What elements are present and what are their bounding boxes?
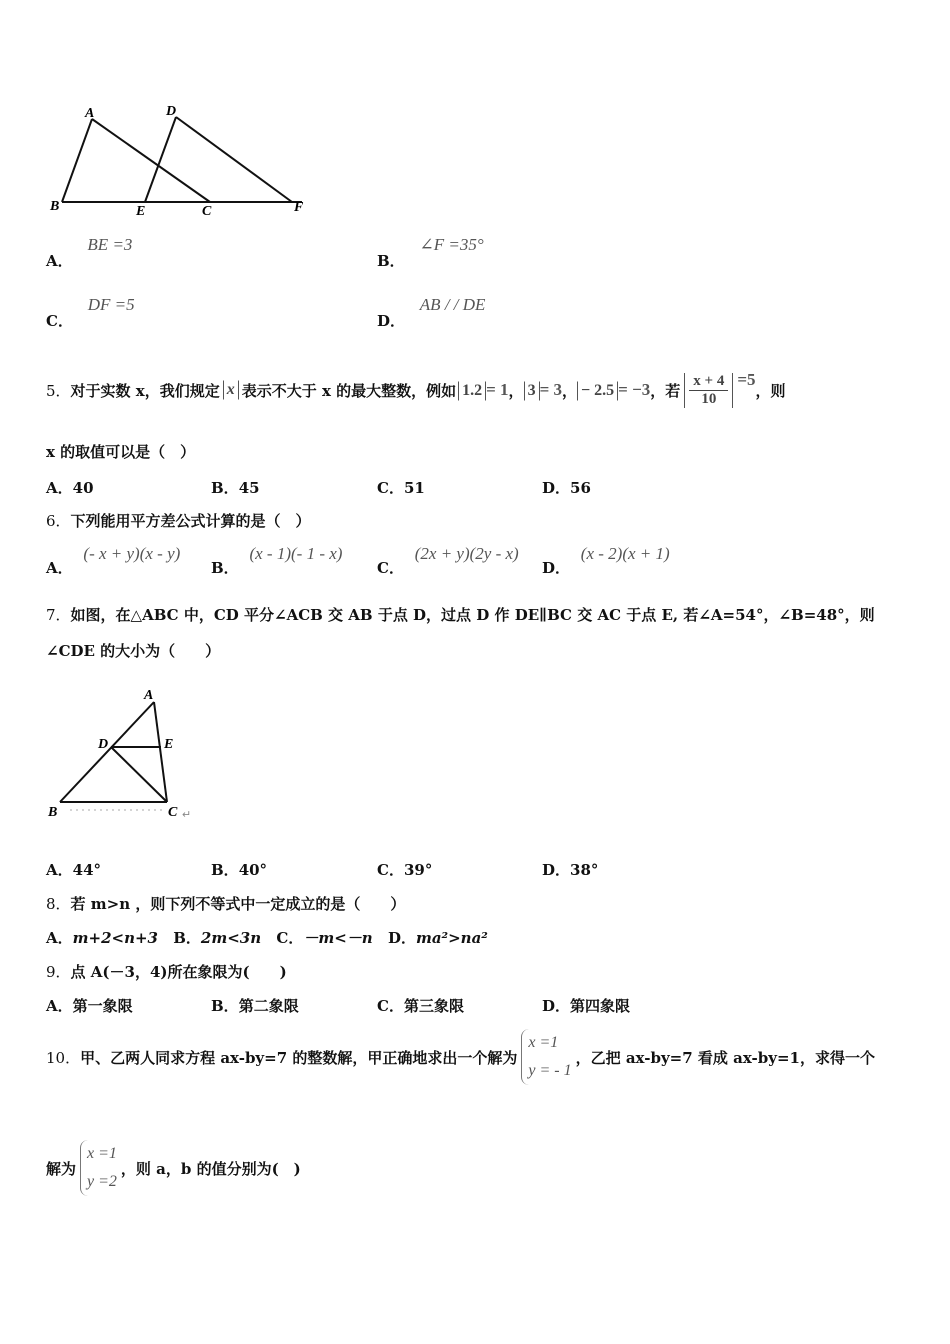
option-letter: B． [211, 861, 239, 879]
label-B: B [50, 199, 60, 214]
q5-text-3: ，若 [650, 381, 681, 400]
option-text: －m<－n [303, 929, 373, 947]
q8-option-a[interactable] [46, 929, 158, 947]
q10-stem [46, 1027, 875, 1087]
option-text: 51 [403, 479, 425, 497]
q8-text: 若 m>n ，则下列不等式中一定成立的是（ ） [70, 895, 406, 913]
q5-option-c[interactable] [377, 477, 425, 498]
q10-text-1: 甲、乙两人同求方程 ax-by=7 的整数解，甲正确地求出一个解为 [80, 1048, 518, 1067]
option-text: 39° [403, 861, 433, 879]
option-letter: D． [542, 997, 571, 1015]
option-text: 56 [570, 479, 591, 497]
question-number: 10． [46, 1048, 81, 1067]
option-letter: C． [276, 929, 304, 947]
option-expr: (2x + y)(2y - x) [414, 544, 519, 563]
option-letter: A． [46, 479, 73, 497]
q6-option-b[interactable] [211, 543, 343, 577]
equation-system-2 [80, 1140, 117, 1196]
fraction-numerator: x + 4 [689, 373, 728, 391]
example-2-result: = 3 [539, 379, 562, 399]
option-letter: C． [377, 559, 404, 577]
figure-triangle-abc [40, 680, 210, 830]
question-number: 8． [46, 895, 71, 913]
q9-option-d[interactable] [542, 995, 630, 1016]
q4-option-a[interactable] [46, 234, 133, 270]
example-2-bracket: 3 [524, 381, 540, 401]
q5-text-2: 表示不大于 x 的最大整数，例如 [241, 381, 457, 400]
option-expr: ∠F =35° [419, 235, 484, 254]
q5-option-b[interactable] [211, 477, 260, 498]
q7-option-b[interactable] [211, 859, 267, 880]
label-D: D [98, 737, 109, 752]
q10-text-4: ，则 a，b 的值分别为( ) [120, 1159, 301, 1178]
q7-option-c[interactable] [377, 859, 432, 880]
option-text: 44° [72, 861, 102, 879]
q7-option-d[interactable] [542, 859, 598, 880]
system-2-line-1: x =1 [87, 1145, 117, 1162]
q5-option-d[interactable] [542, 477, 591, 498]
q6-stem [46, 510, 311, 531]
option-letter: A． [46, 929, 73, 947]
option-letter: C． [377, 479, 404, 497]
option-text: 40° [238, 861, 268, 879]
question-number: 9． [46, 963, 71, 981]
q6-option-c[interactable] [377, 543, 519, 577]
option-letter: B． [211, 997, 239, 1015]
q8-stem [46, 893, 405, 914]
q7-stem [46, 604, 875, 625]
label-D: D [166, 104, 177, 119]
q6-text: 下列能用平方差公式计算的是（ ） [70, 512, 311, 530]
q8-options [46, 927, 488, 948]
option-text: 第一象限 [72, 997, 133, 1015]
option-letter: B． [211, 479, 239, 497]
example-2 [524, 380, 562, 401]
label-A: A [85, 106, 95, 121]
label-C: C [168, 805, 178, 820]
q10-text-2: ，乙把 ax-by=7 看成 ax-by=1，求得一个 [575, 1048, 875, 1067]
question-number: 5． [46, 381, 71, 400]
question-number: 6． [46, 512, 71, 530]
option-expr: BE =3 [87, 235, 133, 254]
q5-option-a[interactable] [46, 477, 94, 498]
option-letter: B． [377, 252, 405, 270]
floor-bracket-x: x [223, 380, 239, 400]
q9-option-a[interactable] [46, 995, 133, 1016]
q8-option-c[interactable] [276, 929, 372, 947]
q6-option-a[interactable] [46, 543, 181, 577]
example-1-bracket: 1.2 [458, 381, 486, 401]
option-text: m+2<n+3 [72, 929, 158, 947]
label-E: E [164, 737, 174, 752]
fraction-equals: =5 [737, 370, 756, 389]
option-letter: D． [377, 312, 406, 330]
q6-option-d[interactable] [542, 543, 670, 577]
option-letter: C． [377, 997, 404, 1015]
figure-triangles-abc-def [40, 95, 320, 225]
q4-option-b[interactable] [377, 234, 484, 270]
option-letter: A． [46, 997, 73, 1015]
option-letter: D． [387, 929, 416, 947]
q10-text-3: 解为 [46, 1159, 77, 1178]
q4-option-d[interactable] [377, 294, 486, 330]
q5-stem-2: x 的取值可以是（ ） [46, 443, 196, 461]
separator: ， [508, 381, 524, 400]
option-text: 第四象限 [570, 997, 631, 1015]
q7-option-a[interactable] [46, 859, 101, 880]
example-1-result: = 1 [486, 379, 509, 399]
option-expr: DF =5 [87, 295, 135, 314]
option-letter: A． [46, 252, 73, 270]
example-3-bracket: − 2.5 [577, 381, 618, 401]
option-text: 第二象限 [238, 997, 299, 1015]
system-2-line-2: y =2 [87, 1173, 117, 1190]
label-E: E [136, 204, 146, 219]
q5-stem [46, 360, 786, 420]
label-F: F [294, 200, 304, 215]
example-3 [577, 380, 650, 401]
label-C: C [202, 204, 212, 219]
option-letter: D． [542, 479, 571, 497]
option-expr: (- x + y)(x - y) [83, 544, 181, 563]
q9-stem [46, 961, 287, 982]
option-letter: D． [542, 861, 571, 879]
system-1-line-2: y = - 1 [528, 1062, 572, 1079]
option-expr: AB / / DE [419, 295, 486, 314]
question-number: 7． [46, 606, 71, 624]
fraction [689, 373, 728, 408]
option-letter: A． [46, 559, 73, 577]
option-letter: C． [377, 861, 404, 879]
q9-text: 点 A(－3，4)所在象限为( ) [70, 963, 287, 981]
q8-option-b[interactable] [173, 929, 261, 947]
q5-text-1: 对于实数 x，我们规定 [70, 381, 220, 400]
system-1-line-1: x =1 [528, 1034, 559, 1051]
q4-option-c[interactable] [46, 294, 135, 330]
option-letter: A． [46, 861, 73, 879]
label-B: B [48, 805, 58, 820]
q10-stem-2 [46, 1138, 301, 1198]
example-1 [458, 380, 508, 401]
q8-option-d[interactable] [388, 929, 488, 947]
separator: ， [562, 381, 578, 400]
option-letter: B． [173, 929, 201, 947]
q7-stem-2: ∠CDE 的大小为（ ） [46, 642, 221, 660]
q9-option-b[interactable] [211, 995, 299, 1016]
option-text: 45 [238, 479, 260, 497]
q7-text-1: 如图，在△ABC 中，CD 平分∠ACB 交 AB 于点 D，过点 D 作 DE∥BC 交 AC 于点 E, 若∠A=54°，∠B=48°，则 [70, 606, 875, 624]
option-letter: C． [46, 312, 73, 330]
option-text: 2m<3n [200, 929, 262, 947]
option-text: 38° [570, 861, 599, 879]
option-expr: (x - 1)(- 1 - x) [249, 544, 343, 563]
return-mark-icon: ↵ [182, 809, 192, 821]
fraction-denominator: 10 [701, 390, 717, 407]
fraction-bracket [684, 373, 733, 408]
example-3-result: = −3 [618, 379, 651, 399]
option-text: 40 [72, 479, 94, 497]
label-A: A [144, 688, 154, 703]
option-letter: B． [211, 559, 239, 577]
option-letter: D． [542, 559, 571, 577]
q5-text-4: ，则 [755, 381, 786, 400]
q9-option-c[interactable] [377, 995, 464, 1016]
option-text: ma²>na² [415, 929, 488, 947]
equation-system-1 [521, 1029, 571, 1085]
option-expr: (x - 2)(x + 1) [580, 544, 670, 563]
option-text: 第三象限 [403, 997, 464, 1015]
